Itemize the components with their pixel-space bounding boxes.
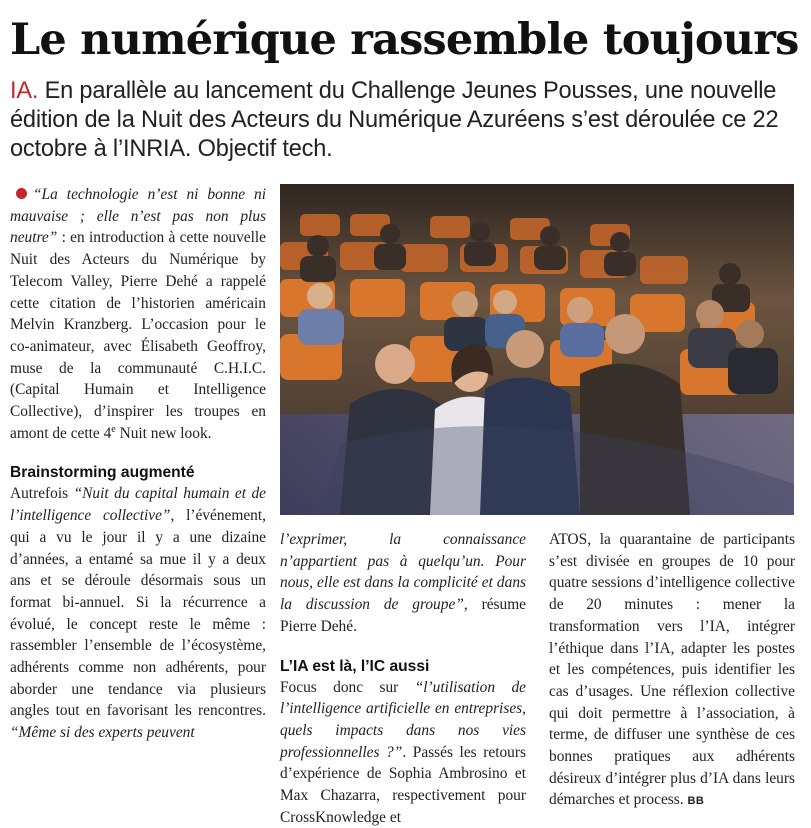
section1-paragraph-a: [10, 483, 266, 743]
section2-paragraph-b: [549, 529, 795, 813]
column-2: [280, 529, 526, 828]
s1-quote-a: “Nuit du capital humain et de l’intelligence collective”: [10, 485, 266, 525]
intro-quote: “La technologie n’est ni bonne ni mauvaise ; elle n’est pas non plus neutre”: [10, 186, 266, 247]
signature: BB: [687, 795, 705, 808]
intro-text-a: : en introduction à cette nouvelle Nuit des Acteurs du Numérique by Telecom Valley, Pierre Dehé a rappelé cette citation de l’historien américain Melvin Kranzberg. L’occasion pour le co-animateur, avec Élisabeth Geoffroy, muse de la communauté C.H.I.C. (Capital Humain et Intelligence Collective), d’inspirer les troupes en amont de cette 4: [10, 229, 266, 442]
headline: Le numérique rassemble toujours: [10, 15, 799, 65]
section2-paragraph-a: [280, 677, 526, 828]
s2-text-b-start: . Passés les retours d’expérience de Sophia Ambrosino et Max Chazarra, respectivement pour CrossKnowledge et: [280, 743, 526, 826]
s2-text-a: Focus donc sur: [280, 678, 415, 696]
intro-sup: e: [111, 423, 116, 435]
s2-text-b-end: ATOS, la quarantaine de participants s’est divisée en groupes de 10 pour quatre sessions d’intelligence collective de 20 minutes : mener la transformation vers l’IA, intégrer l’éthique dans l’IA, adapter les postes et les compétences, puis identifier les cas d’usages. Une réflexion collective qui doit permettre à l’association, à terme, de diffuser une synthèse de ces bonnes pratiques aux adhérents désireux d’intégrer plus d’IA dans leurs démarches et process.: [549, 531, 795, 809]
section1-title: Brainstorming augmenté: [10, 464, 195, 482]
s2-quote-a: “l’utilisation de l’intelligence artificielle en entreprises, quels impacts dans nos vies professionnelles ?”: [280, 678, 526, 761]
audience-photo: [280, 184, 794, 515]
intro-paragraph: [10, 184, 266, 444]
s1-quote-b-end: l’exprimer, la connaissance n’appartient pas à quelqu’un. Pour nous, elle est dans la complicité et dans la discussion de groupe”: [280, 531, 526, 614]
column-3: [549, 529, 795, 813]
chapo-text: En parallèle au lancement du Challenge Jeunes Pousses, une nouvelle édition de la Nuit des Acteurs du Numérique Azuréens s’est déroulée ce 22 octobre à l’INRIA. Objectif tech.: [10, 78, 779, 162]
section1-paragraph-b: [280, 529, 526, 638]
s1-text-a: Autrefois: [10, 485, 74, 503]
column-1: [10, 184, 266, 744]
bullet-icon: [16, 188, 27, 199]
s1-text-c: , résume Pierre Dehé.: [280, 596, 527, 635]
chapo: [10, 77, 805, 164]
chapo-kicker: IA.: [10, 78, 39, 104]
intro-text-b: Nuit new look.: [115, 424, 212, 442]
s1-text-b: , l’événement, qui a vu le jour il y a une dizaine d’années, a entamé sa mue il y a deux ans et se déroule désormais sous un format bi-annuel. Si la récurrence a évolué, le concept reste le même : rassembler l’ensemble de l’écosystème, adhérents comme non adhérents, pour aborder une tendance via plusieurs angles tout en favorisant les rencontres.: [10, 507, 266, 720]
audience-photo-icon: [280, 184, 794, 515]
s1-quote-b-start: “Même si des experts peuvent: [10, 724, 195, 742]
section2-title: L’IA est là, l’IC aussi: [280, 657, 430, 675]
